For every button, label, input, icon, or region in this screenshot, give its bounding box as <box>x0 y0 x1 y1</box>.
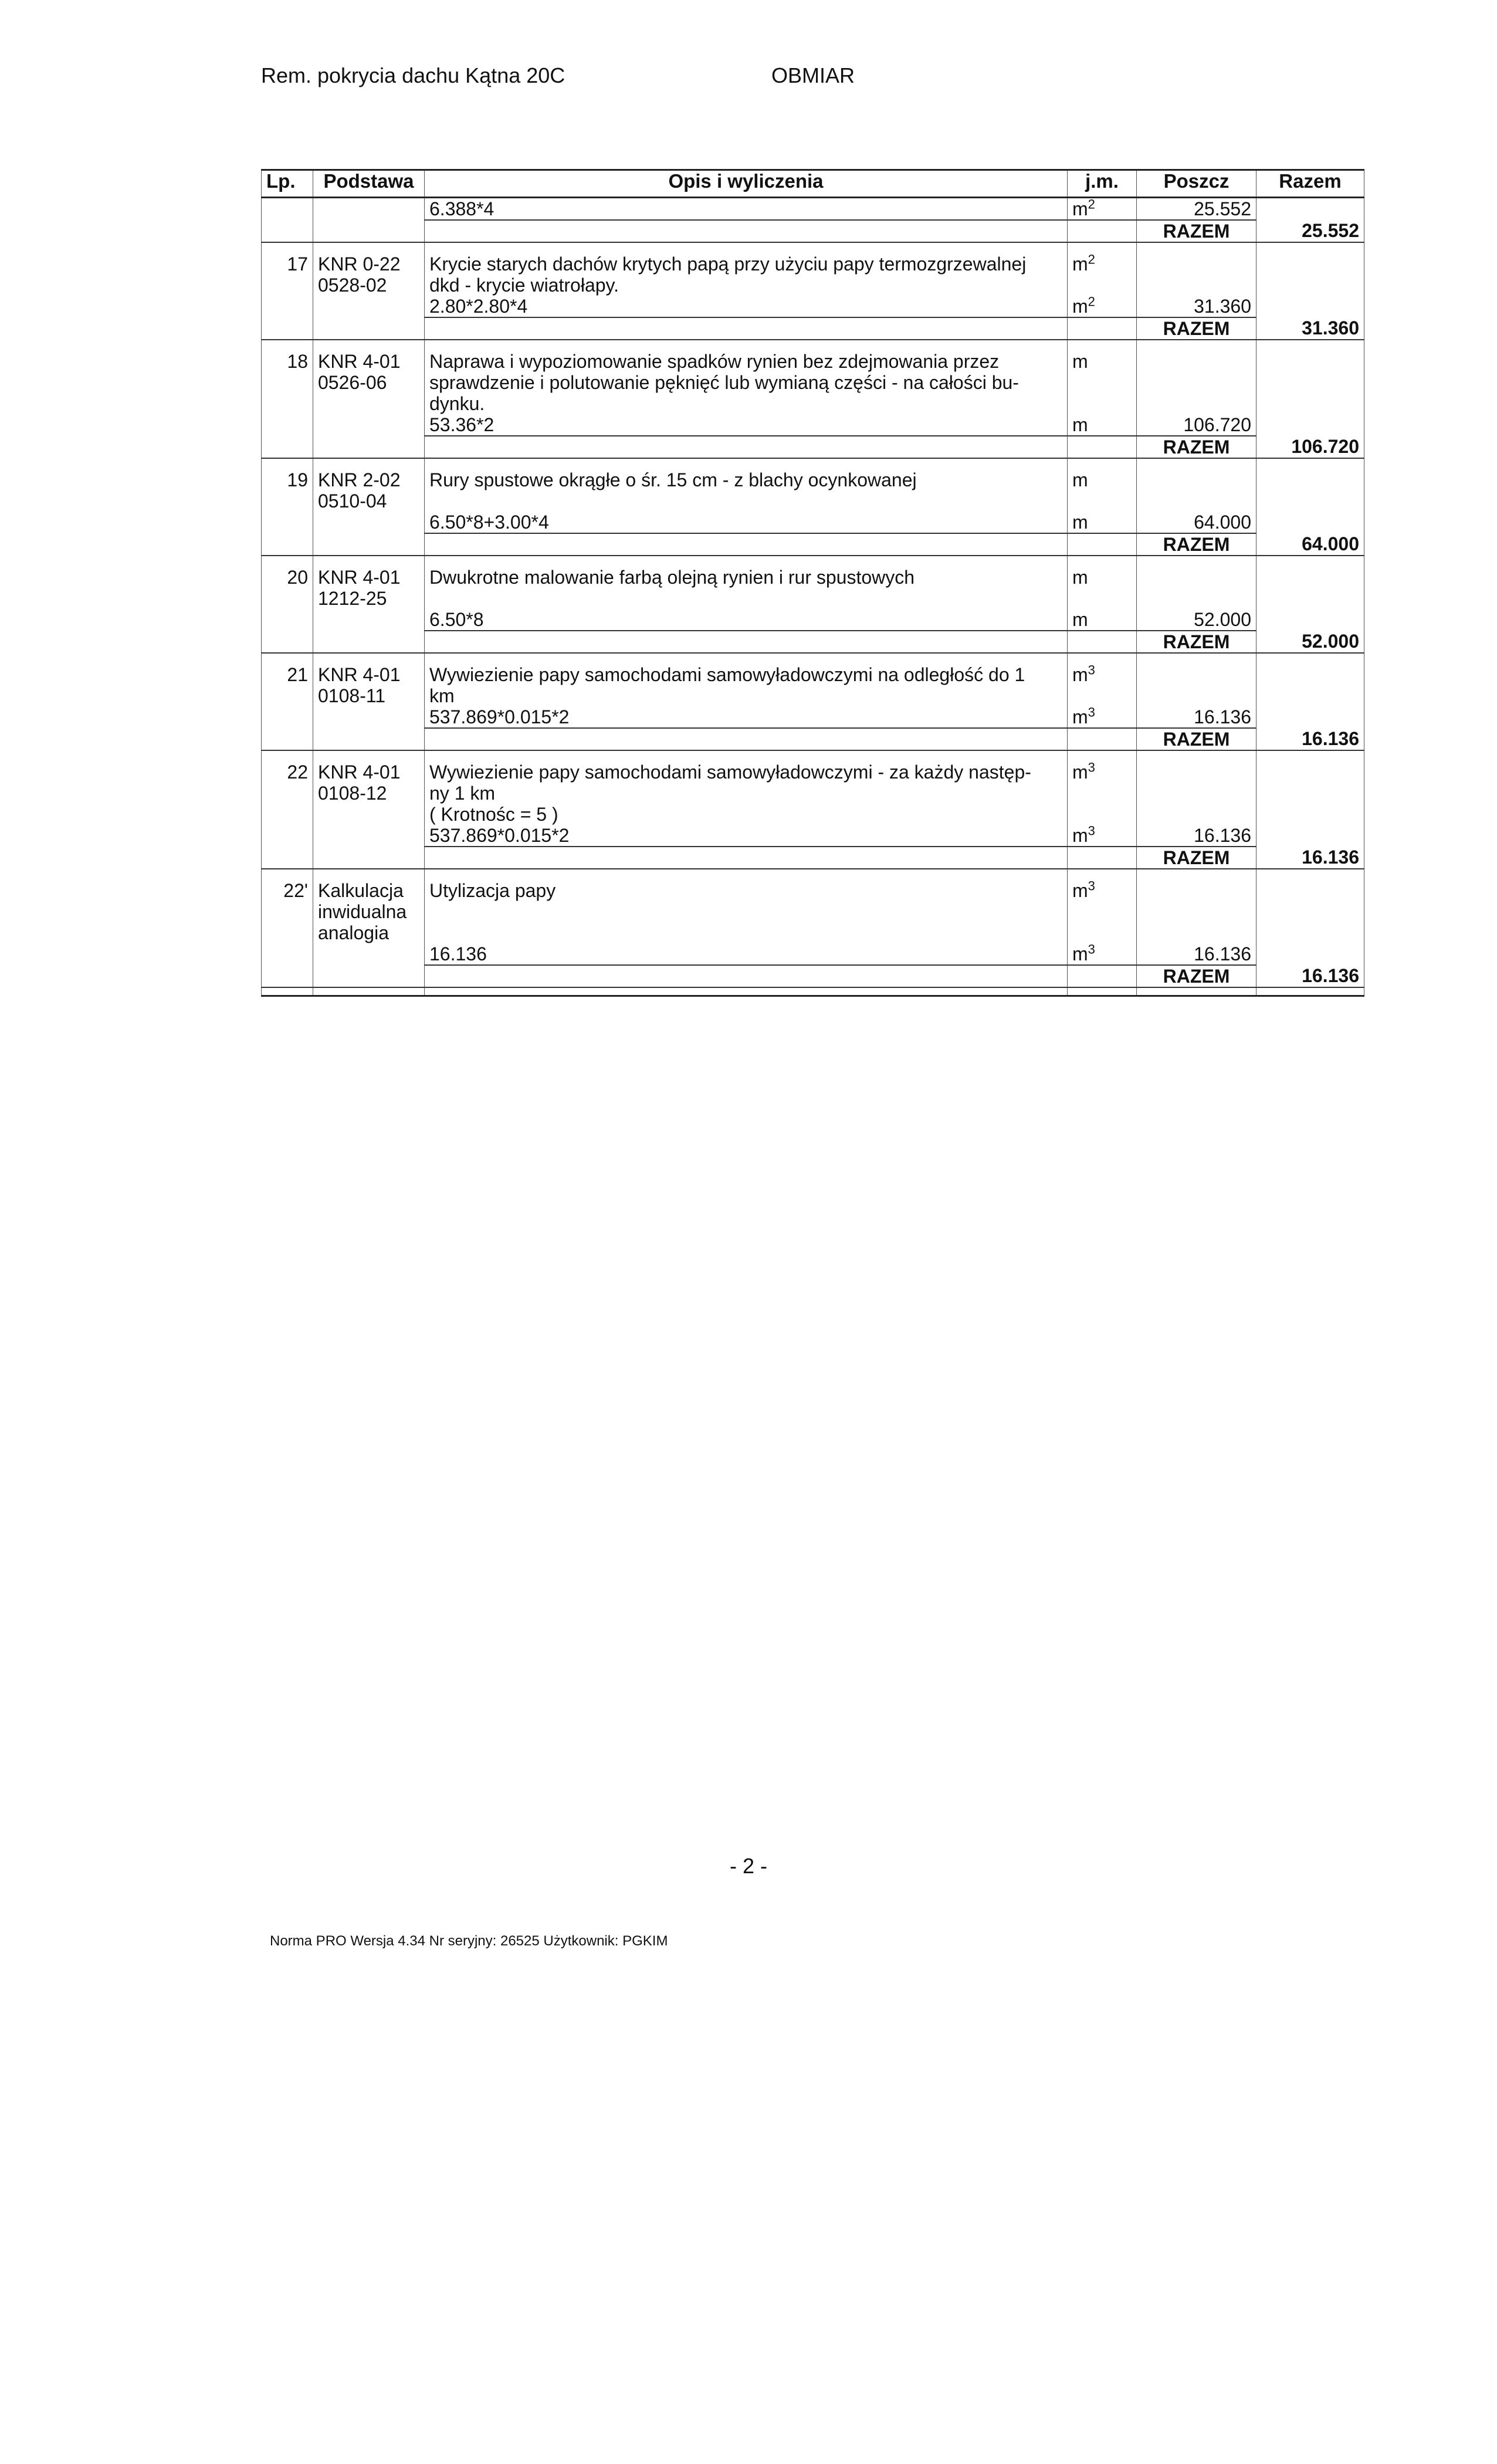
razem-label: RAZEM <box>1137 847 1256 869</box>
razem-label: RAZEM <box>1137 533 1256 556</box>
item-calc-row <box>262 706 1364 728</box>
row-separator <box>262 750 1364 761</box>
item-podstawa: KNR 0-22 <box>313 253 425 275</box>
item-description: Dwukrotne malowanie farbą olejną rynien i rur spustowych <box>425 567 1068 588</box>
item-description: sprawdzenie i polutowanie pęknięć lub wymianą części - na całości bu- <box>425 372 1068 393</box>
item-description: Utylizacja papy <box>425 880 1068 901</box>
item-desc-row <box>262 922 1364 943</box>
item-razem-row <box>262 847 1364 869</box>
item-calc-row <box>262 609 1364 631</box>
col-header-jm: j.m. <box>1068 170 1137 198</box>
item-unit: $m^3$ <box>1068 880 1137 901</box>
item-unit: m <box>1068 567 1137 588</box>
item-podstawa: 0526-06 <box>313 372 425 393</box>
measurement-table <box>261 169 1364 997</box>
item-total: 64.000 <box>1256 533 1364 556</box>
item-description: Rury spustowe okrągłe o śr. 15 cm - z blachy ocynkowanej <box>425 469 1068 490</box>
item-description: ny 1 km <box>425 783 1068 804</box>
row-separator <box>262 340 1364 351</box>
item-qty: 16.136 <box>1137 943 1256 965</box>
item-desc-row <box>262 783 1364 804</box>
item-podstawa: inwidualna <box>313 901 425 922</box>
item-desc-row <box>262 685 1364 706</box>
item-podstawa: 0108-12 <box>313 783 425 804</box>
item-lp: 22' <box>262 880 313 901</box>
row-separator <box>262 653 1364 664</box>
item-calc-row <box>262 943 1364 965</box>
item-total: 52.000 <box>1256 631 1364 653</box>
item-desc-row <box>262 469 1364 490</box>
item-razem-row <box>262 436 1364 458</box>
item-razem-row <box>262 631 1364 653</box>
item-unit: $m^3$ <box>1068 943 1137 965</box>
item-desc-row <box>262 588 1364 609</box>
item-description: km <box>425 685 1068 706</box>
item-desc-row <box>262 901 1364 922</box>
item-description: Wywiezienie papy samochodami samowyładowczymi - za każdy następ- <box>425 761 1068 783</box>
item-calc-row <box>262 512 1364 533</box>
item-podstawa: KNR 4-01 <box>313 761 425 783</box>
table-end <box>262 987 1364 996</box>
row-separator <box>262 556 1364 567</box>
software-footer: Norma PRO Wersja 4.34 Nr seryjny: 26525 Użytkownik: PGKIM <box>270 1933 668 1949</box>
item-desc-row <box>262 664 1364 685</box>
item-podstawa: KNR 4-01 <box>313 351 425 372</box>
item-desc-row <box>262 880 1364 901</box>
item-calc: 53.36*2 <box>425 414 1068 436</box>
col-header-poszcz: Poszcz <box>1137 170 1256 198</box>
item-description <box>425 588 1068 609</box>
razem-label: RAZEM <box>1137 631 1256 653</box>
item-description: Krycie starych dachów krytych papą przy użyciu papy termozgrzewalnej <box>425 253 1068 275</box>
lead-total: 25.552 <box>1256 220 1364 242</box>
item-qty: 52.000 <box>1137 609 1256 631</box>
item-unit: m <box>1068 512 1137 533</box>
item-podstawa: 0528-02 <box>313 275 425 296</box>
item-qty: 16.136 <box>1137 825 1256 847</box>
item-lp: 17 <box>262 253 313 275</box>
lead-calc-row <box>262 198 1364 221</box>
item-description: ( Krotnośc = 5 ) <box>425 804 1068 825</box>
lead-razem-row <box>262 220 1364 242</box>
item-razem-row <box>262 728 1364 750</box>
item-unit: m <box>1068 469 1137 490</box>
lead-calc: 6.388*4 <box>425 198 1068 221</box>
item-qty: 16.136 <box>1137 706 1256 728</box>
item-razem-row <box>262 533 1364 556</box>
document-title: Rem. pokrycia dachu Kątna 20C <box>261 63 565 87</box>
item-calc-row <box>262 296 1364 317</box>
item-unit: $m^3$ <box>1068 761 1137 783</box>
item-lp: 19 <box>262 469 313 490</box>
item-desc-row <box>262 253 1364 275</box>
col-header-opis: Opis i wyliczenia <box>425 170 1068 198</box>
item-description <box>425 922 1068 943</box>
item-total: 16.136 <box>1256 728 1364 750</box>
item-unit: $m^3$ <box>1068 664 1137 685</box>
item-lp: 20 <box>262 567 313 588</box>
item-calc: 2.80*2.80*4 <box>425 296 1068 317</box>
page-number: - 2 - <box>729 1854 767 1878</box>
item-podstawa: 1212-25 <box>313 588 425 609</box>
razem-label: RAZEM <box>1137 220 1256 242</box>
item-description: Wywiezienie papy samochodami samowyładowczymi na odległość do 1 <box>425 664 1068 685</box>
item-calc: 537.869*0.015*2 <box>425 706 1068 728</box>
row-separator <box>262 458 1364 469</box>
item-podstawa: KNR 4-01 <box>313 664 425 685</box>
item-description <box>425 901 1068 922</box>
item-podstawa: KNR 2-02 <box>313 469 425 490</box>
item-total: 16.136 <box>1256 847 1364 869</box>
item-unit: $m^3$ <box>1068 706 1137 728</box>
item-total: 106.720 <box>1256 436 1364 458</box>
item-qty: 31.360 <box>1137 296 1256 317</box>
item-total: 16.136 <box>1256 965 1364 987</box>
item-lp: 21 <box>262 664 313 685</box>
item-podstawa: 0510-04 <box>313 490 425 512</box>
row-separator <box>262 869 1364 880</box>
item-podstawa: KNR 4-01 <box>313 567 425 588</box>
item-unit: m <box>1068 414 1137 436</box>
table-header-row <box>262 170 1364 198</box>
col-header-razem: Razem <box>1256 170 1364 198</box>
item-calc: 537.869*0.015*2 <box>425 825 1068 847</box>
document-type: OBMIAR <box>771 63 855 87</box>
razem-label: RAZEM <box>1137 317 1256 340</box>
item-calc-row <box>262 825 1364 847</box>
col-header-lp: Lp. <box>262 170 313 198</box>
item-desc-row <box>262 275 1364 296</box>
item-unit: $m^2$ <box>1068 296 1137 317</box>
item-desc-row <box>262 567 1364 588</box>
item-calc: 16.136 <box>425 943 1068 965</box>
item-unit: $m^3$ <box>1068 825 1137 847</box>
item-calc-row <box>262 414 1364 436</box>
item-qty: 106.720 <box>1137 414 1256 436</box>
item-desc-row <box>262 351 1364 372</box>
item-desc-row <box>262 393 1364 414</box>
item-total: 31.360 <box>1256 317 1364 340</box>
item-desc-row <box>262 372 1364 393</box>
row-separator <box>262 242 1364 253</box>
item-lp: 22 <box>262 761 313 783</box>
item-description: Naprawa i wypoziomowanie spadków rynien bez zdejmowania przez <box>425 351 1068 372</box>
item-qty: 64.000 <box>1137 512 1256 533</box>
item-description <box>425 490 1068 512</box>
col-header-podstawa: Podstawa <box>313 170 425 198</box>
item-desc-row <box>262 490 1364 512</box>
item-unit: $m^2$ <box>1068 253 1137 275</box>
item-razem-row <box>262 317 1364 340</box>
item-description: dkd - krycie wiatrołapy. <box>425 275 1068 296</box>
item-podstawa: Kalkulacja <box>313 880 425 901</box>
item-calc: 6.50*8 <box>425 609 1068 631</box>
razem-label: RAZEM <box>1137 965 1256 987</box>
razem-label: RAZEM <box>1137 728 1256 750</box>
item-desc-row <box>262 804 1364 825</box>
item-podstawa: analogia <box>313 922 425 943</box>
item-razem-row <box>262 965 1364 987</box>
item-podstawa: 0108-11 <box>313 685 425 706</box>
item-lp: 18 <box>262 351 313 372</box>
lead-unit: $m^2$ <box>1068 198 1137 221</box>
lead-qty: 25.552 <box>1137 198 1256 221</box>
item-description: dynku. <box>425 393 1068 414</box>
item-desc-row <box>262 761 1364 783</box>
item-unit: m <box>1068 351 1137 372</box>
item-unit: m <box>1068 609 1137 631</box>
razem-label: RAZEM <box>1137 436 1256 458</box>
item-calc: 6.50*8+3.00*4 <box>425 512 1068 533</box>
